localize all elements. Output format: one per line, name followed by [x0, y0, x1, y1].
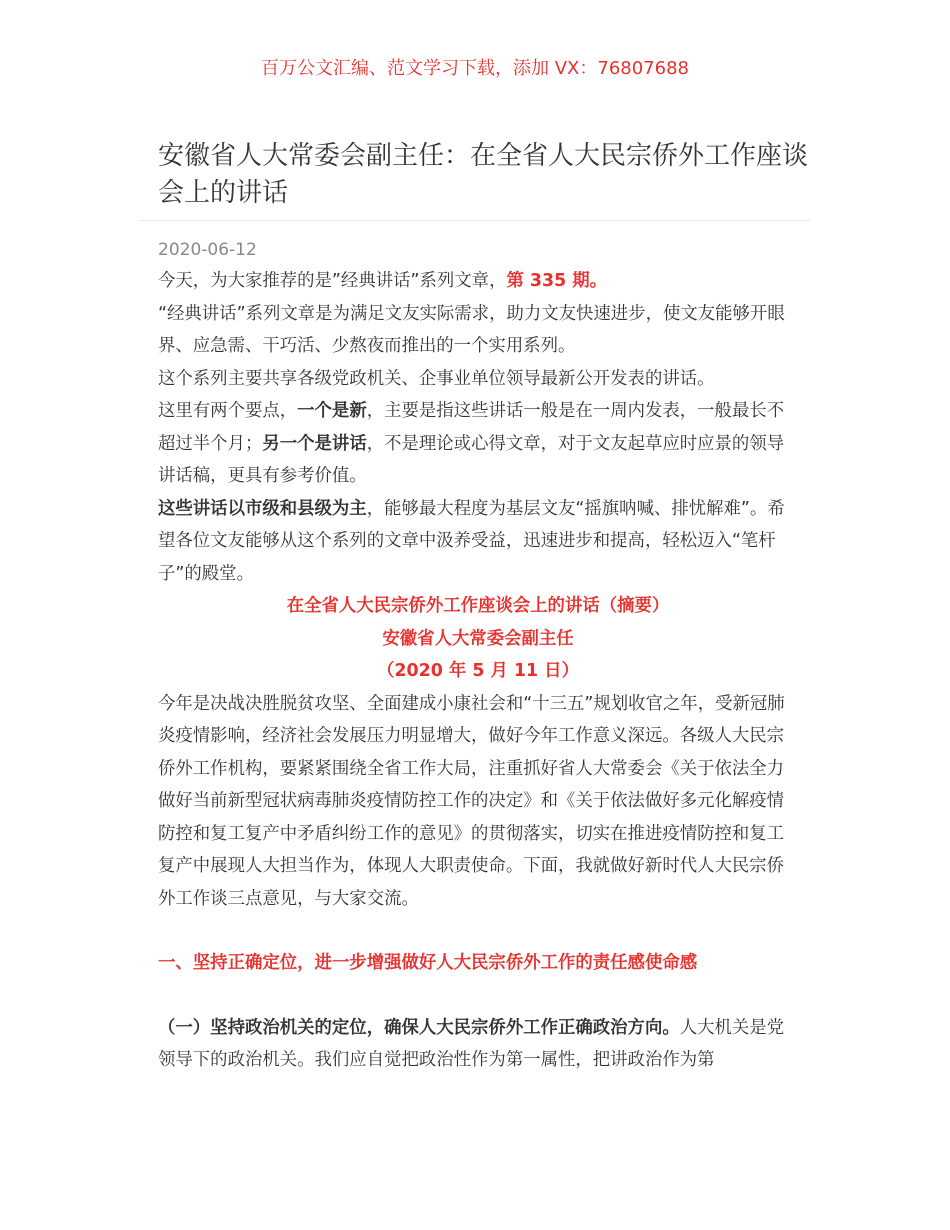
text-span: ”系列文章是为满足文友实际需求，助力文友快速进步，使文友能够开眼界、应急需、干巧活、少熬夜而推出的一个实用系列。	[158, 303, 785, 356]
intro-paragraph-2	[158, 298, 798, 363]
text-span: 这里有两个要点，	[158, 401, 298, 421]
text-span: ，不是理论或心得文章，对于文友起草应时应景的领导讲话稿，更具有参考价值。	[158, 433, 785, 486]
spacer	[158, 980, 798, 1012]
bold-point: 这些讲话以市级和县级为主	[158, 498, 367, 519]
speech-paragraph-1: 今年是决战决胜脱贫攻坚、全面建成小康社会和“十三五”规划收官之年，受新冠肺炎疫情影响，经济社会发展压力明显增大，做好今年工作意义深远。各级人大民宗侨外工作机构，要紧紧围绕全省工作大局，注重抓好省人大常委会《关于依法全力做好当前新型冠状病毒肺炎疫情防控工作的决定》和《关于依法做好多元化解疫情防控和复工复产中矛盾纠纷工作的意见》的贯彻落实，切实在推进疫情防控和复工复产中展现人大担当作为，体现人大职责使命。下面，我就做好新时代人大民宗侨外工作谈三点意见，与大家交流。	[158, 693, 785, 909]
text-span: ，能够最大程度为基层文友“摇旗呐喊、排忧解难”。希望各位文友能够从这个系列的文章中汲养受益，迅速进步和提高，轻松迈入“笔杆子”的殿堂。	[158, 498, 785, 584]
intro-paragraph-4	[158, 395, 798, 493]
title-divider	[140, 220, 810, 221]
speech-heading: 在全省人大民宗侨外工作座谈会上的讲话（摘要）	[286, 596, 670, 616]
text-span: “	[158, 303, 168, 324]
article-body	[158, 265, 798, 1077]
article-title: 安徽省人大常委会副主任：在全省人大民宗侨外工作座谈会上的讲话	[158, 141, 809, 208]
text-span: 人大机关是党领导下的政治机关。我们应自觉把政治性作为第一属性，把讲政治作为第	[158, 1017, 785, 1070]
speech-date: （2020 年 5 月 11 日）	[377, 661, 579, 681]
bold-point: 一个是新	[297, 401, 367, 421]
watermark-banner: 百万公文汇编、范文学习下载，添加 VX：76807688	[261, 58, 689, 79]
intro-paragraph-1	[158, 265, 798, 298]
subsection-heading: （一）坚持政治机关的定位，确保人大民宗侨外工作正确政治方向。	[158, 1017, 680, 1038]
text-span: ”系列文章，	[410, 271, 507, 291]
text-span: ，主要是指这些讲话一般是在一周内发表，一般最长不超过半个月；	[158, 401, 785, 454]
intro-paragraph-5	[158, 493, 798, 591]
bold-point: 另一个是讲话	[262, 433, 367, 454]
speaker-title: 安徽省人大常委会副主任	[382, 628, 574, 649]
issue-number: 第 335 期。	[506, 271, 608, 291]
text-span: 今天，为大家推荐的是”	[158, 271, 341, 291]
section-heading-1: 一、坚持正确定位，进一步增强做好人大民宗侨外工作的责任感使命感	[158, 953, 698, 973]
intro-paragraph-3: 这个系列主要共享各级党政机关、企事业单位领导最新公开发表的讲话。	[158, 368, 715, 389]
spacer	[158, 915, 798, 947]
speech-paragraph-2	[158, 1012, 798, 1077]
series-name: 经典讲话	[340, 271, 411, 291]
series-name: 经典讲话	[167, 303, 237, 324]
publish-date: 2020-06-12	[158, 240, 257, 260]
